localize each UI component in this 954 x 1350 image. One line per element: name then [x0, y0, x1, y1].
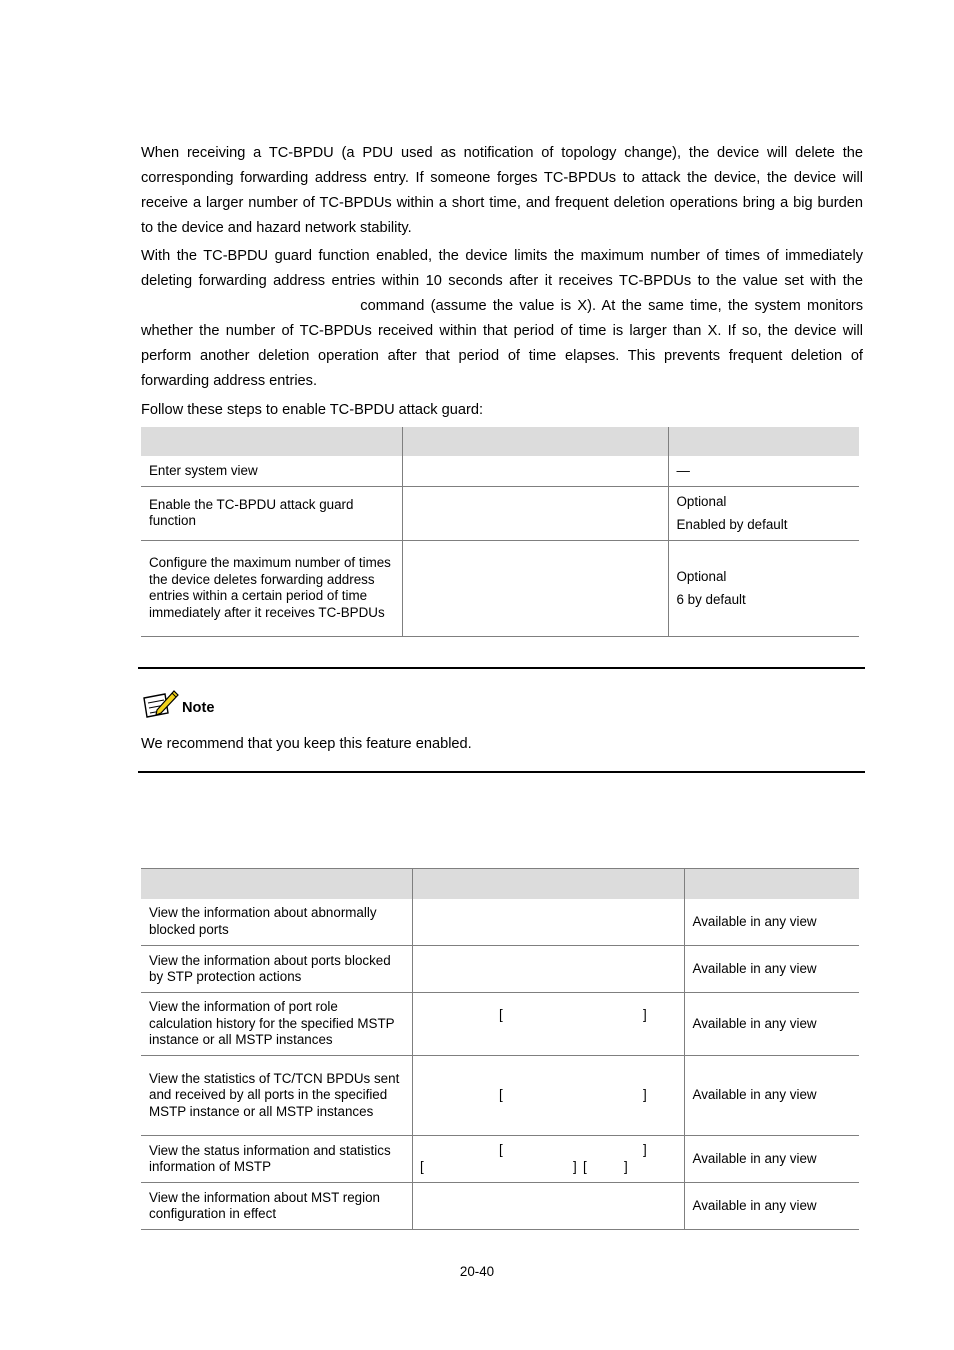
paragraph-tc-bpdu-intro: When receiving a TC-BPDU (a PDU used as notification of topology change), the device will delete the corresponding forwarding address entry. If someone forges TC-BPDUs to attack the device, the device will receive a larger number of TC-BPDUs within a short time, and frequent deletion operations bring a big burden to the device and hazard network stability. [141, 145, 863, 236]
remarks-cell: Available in any view [684, 1136, 859, 1183]
syntax-bracket-close: ] [643, 1142, 647, 1157]
command-cell [402, 540, 668, 636]
syntax-bracket-close: ] [643, 1007, 647, 1022]
header-cell [402, 427, 668, 456]
to-do-cell: Enter system view [141, 456, 402, 486]
paragraph-guard-part-1: With the TC-BPDU guard function enabled, the device limits the maximum number of times of immediately deleting forwarding address entries within 10 seconds after it receives TC-BPDUs to the value set with the [141, 248, 863, 289]
to-do-cell: Enable the TC-BPDU attack guard function [141, 486, 402, 540]
command-cell [402, 486, 668, 540]
header-cell [668, 427, 859, 456]
command-cell [412, 899, 684, 946]
remarks-cell [668, 486, 859, 540]
remarks-cell: Available in any view [684, 1183, 859, 1230]
tc-bpdu-guard-table [141, 427, 859, 637]
paragraph-steps-lead: Follow these steps to enable TC-BPDU attack guard: [141, 402, 484, 418]
table-header-row [141, 869, 859, 899]
remark-line: 6 by default [676, 592, 746, 607]
to-do-cell: View the status information and statistics information of MSTP [141, 1136, 412, 1183]
page-number: 20-40 [459, 1264, 495, 1279]
note-title: Note [182, 700, 215, 716]
note-bottom-rule [138, 771, 865, 773]
syntax-bracket-close: ] [643, 1087, 647, 1102]
command-cell [412, 946, 684, 993]
table-row [141, 486, 859, 540]
to-do-cell: Configure the maximum number of times the device deletes forwarding address entries within a certain period of time immediately after it receives TC-BPDUs [141, 540, 402, 636]
paragraph-tc-bpdu-guard [141, 244, 863, 394]
syntax-bracket-open: [ [499, 1007, 503, 1022]
to-do-cell: View the information of port role calculation history for the specified MSTP instance or all MSTP instances [141, 993, 412, 1056]
remark-line: Optional [676, 569, 727, 584]
command-cell [412, 993, 684, 1056]
remarks-cell [668, 540, 859, 636]
syntax-bracket-open: [ [420, 1159, 424, 1174]
note-text: We recommend that you keep this feature enabled. [141, 736, 472, 752]
remark-line: — [676, 463, 690, 479]
syntax-bracket-close: ] [624, 1159, 628, 1174]
header-cell [684, 869, 859, 899]
command-cell [402, 456, 668, 486]
table-header-row [141, 427, 859, 456]
remarks-cell: Available in any view [684, 1056, 859, 1136]
remarks-cell: Available in any view [684, 993, 859, 1056]
table-row [141, 456, 859, 486]
table-row [141, 899, 859, 946]
table-row [141, 993, 859, 1056]
table-row [141, 540, 859, 636]
syntax-bracket-open: [ [583, 1159, 587, 1174]
display-commands-table [141, 868, 859, 1230]
note-pencil-icon [141, 688, 181, 725]
syntax-bracket-open: [ [499, 1142, 503, 1157]
syntax-bracket-close: ] [573, 1159, 577, 1174]
table-row [141, 1183, 859, 1230]
to-do-cell: View the statistics of TC/TCN BPDUs sent and received by all ports in the specified MSTP instance or all MSTP instances [141, 1056, 412, 1136]
syntax-bracket-open: [ [499, 1087, 503, 1102]
to-do-cell: View the information about MST region configuration in effect [141, 1183, 412, 1230]
remarks-cell: Available in any view [684, 946, 859, 993]
header-cell [141, 427, 402, 456]
paragraph-guard-part-2: command (assume the value is X). At the same time, the system monitors whether the number of TC-BPDUs received within that period of time is larger than X. If so, the device will perform another deletion operation after that period of time elapses. This prevents frequent deletion of forwarding address entries. [141, 298, 863, 389]
to-do-cell: View the information about ports blocked by STP protection actions [141, 946, 412, 993]
remark-line: Enabled by default [676, 517, 788, 532]
header-cell [141, 869, 412, 899]
remark-line: Optional [676, 494, 727, 509]
command-cell [412, 1183, 684, 1230]
remarks-cell: Available in any view [684, 899, 859, 946]
to-do-cell: View the information about abnormally blocked ports [141, 899, 412, 946]
note-top-rule [138, 667, 865, 669]
header-cell [412, 869, 684, 899]
table-row [141, 946, 859, 993]
remarks-cell [668, 456, 859, 486]
